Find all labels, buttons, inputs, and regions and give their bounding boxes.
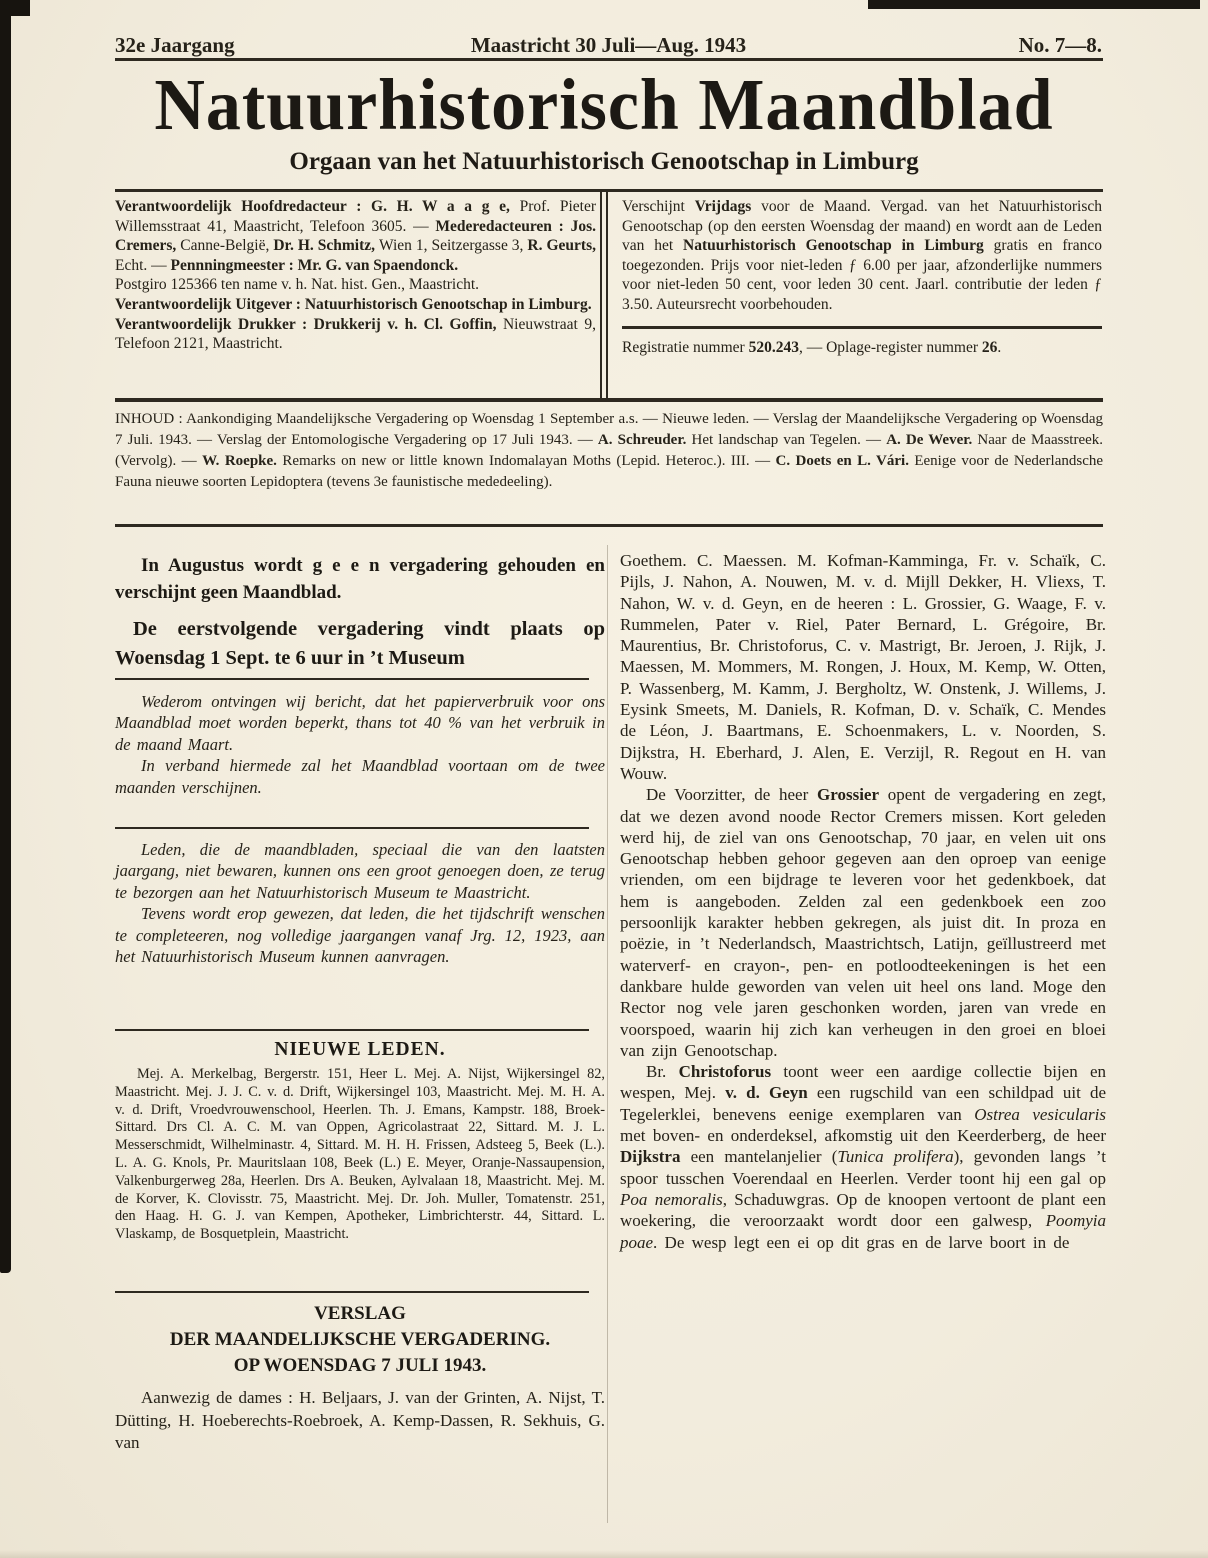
column-divider [607,545,608,1523]
left-rule-4 [115,1291,589,1293]
chairman-opening-paragraph: De Voorzitter, de heer Grossier opent de vergadering en zegt, dat we dezen avond noode Rector Cremers missen. Kort geleden werd hij, de ziel van ons Genootschap, 70 jaar, en velen uit ons Genootschap hebben gehoor gegeven aan den oproep van eenige vrienden, om een bijdrage te leveren voor het gedenkboek, dat hem is aangeboden. Zelden zal een gedenkboek een zoo persoonlijk karakter hebben gekregen, als juist dit. In proza en poëzie, in ’t Nederlandsch, Maastrichtsch, Latijn, geïllustreerd met waterverf- en crayon-, pen- en potloodteekeningen is het een dankbare hulde geworden van velen uit heel ons land. Moge den Rector nog vele jaren geschonken worden, jaren van vrede en voorspoed, waarin hij zich kan verheugen in den groei en bloei van zijn Genootschap. [620,785,1106,1060]
masthead-subscription-block [622,197,1102,357]
return-request-notice: Leden, die de maandbladen, speciaal die van den laatsten jaargang, niet bewaren, kunnen ons een groot genoegen doen, ze terug te bezorgen aan het Natuurhistorisch Museum te Maastricht. Tevens wordt erop gewezen, dat leden, die het tijdschrift wenschen te completeeren, nog volledige jaargangen vanaf Jrg. 12, 1923, aan het Natuurhistorisch Museum kunnen aanvragen. [115,840,605,967]
scan-artifact-left-edge [0,8,11,1273]
right-column [620,550,1106,1253]
masthead-divider [600,191,608,401]
table-of-contents: INHOUD : Aankondiging Maandelijksche Vergadering op Woensdag 1 September a.s. — Nieuwe leden. — Verslag der Maandelijksche Vergadering op Woensdag 7 Juli. 1943. — Verslag der Entomologische Vergadering op 17 Juli 1943. — A. Schreuder. Het landschap van Tegelen. — A. De Wever. Naar de Maasstreek. (Vervolg). — W. Roepke. Remarks on new or little known Indomalayan Moths (Lepid. Heteroc.). III. — C. Doets en L. Vári. Eenige voor de Nederlandsche Fauna nieuwe soorten Lepidoptera (tevens 3e faunistische mededeeling). [115,411,1104,490]
left-rule-2 [115,827,589,829]
scan-artifact-bottom-shadow [0,1550,1208,1558]
registration-rule [622,326,1102,329]
scan-artifact-top-right-bar [868,0,1200,9]
masthead-bottom-rule [115,398,1103,402]
page-subtitle: Orgaan van het Natuurhistorisch Genootschap in Limburg [289,148,919,175]
announcement-august: In Augustus wordt g e e n vergadering gehouden en verschijnt geen Maandblad. [115,555,605,603]
attendee-list-continuation: Goethem. C. Maessen. M. Kofman-Kamminga, Fr. v. Schaïk, C. Pijls, J. Nahon, A. Nouwen, M. v. d. Mijll Dekker, H. Vliexs, T. Nahon, W. v. d. Geyn, en de heeren : L. Grossier, G. Waage, F. v. Rummelen, Pater v. Riel, Pater Bernard, L. Grégoire, Br. Maurentius, Br. Christoforus, C. v. Mastrigt, Br. Jeroen, J. Rijk, J. Maessen, M. Mommers, M. Rongen, J. Houx, M. Kemp, W. Otten, P. Wassenberg, M. Kamm, J. Bergholtz, W. Onstenk, J. Willems, J. Eysink Smeets, M. Daniels, R. Kofman, D. v. Schaïk, C. Mendes de Léon, J. Baartmans, E. Schoenmakers, L. v. Noorden, S. Dijkstra, H. Eberhard, J. Alen, E. Verzijl, R. Regout en H. van Wouw. [620,551,1106,783]
nieuwe-leden-body: Mej. A. Merkelbag, Bergerstr. 151, Heer L. Mej. A. Nijst, Wijkersingel 82, Maastricht. Mej. J. J. C. v. d. Drift, Wijkersingel 103, Maastricht. Mej. M. H. A. v. d. Drift, Vroedvrouwenschool, Heerlen. Th. J. Emans, Kampstr. 188, Broek-Sittard. Drs Cl. A. C. M. van Oppen, Agricolastraat 22, Sittard. M. J. L. Messerschmidt, Wilhelminastr. 4, Sittard. M. H. H. Frissen, Adsteeg 5, Beek (L.). L. A. G. Knols, Pr. Mauritslaan 108, Beek (L.) E. Meyer, Oranje-Nassaupension, Valkenburgerweg 28a, Heerlen. Drs A. Beuken, Aylvalaan 18, Maastricht. Mej. M. de Korver, K. Clovisstr. 75, Maastricht. Mej. Dr. Joh. Muller, Tomatenstr. 251, den Haag. H. G. J. van Kempen, Apotheker, Limbrichterstr. 44, Sittard. L. Vlaskamp, de Bosquetplein, Maastricht. [115,1066,605,1243]
masthead-top-rule [115,189,1103,192]
issue-date-label: Maastricht 30 Juli—Aug. 1943 [470,33,747,57]
scan-artifact-top-left-corner [0,0,30,16]
paper-restriction-notice: Wederom ontvingen wij bericht, dat het papierverbruik voor ons Maandblad moet worden beperkt, thans tot 40 % van het verbruik in de maand Maart. In verband hiermede zal het Maandblad voortaan om de twee maanden verschijnen. [115,692,605,797]
left-rule-1 [115,678,589,680]
announcement-next-meeting: De eerstvolgende vergadering vindt plaats op Woensdag 1 Sept. te 6 uur in ’t Museum [115,618,605,669]
nieuwe-leden-heading: NIEUWE LEDEN. [274,1039,446,1060]
page-title: Natuurhistorisch Maandblad [154,65,1054,146]
subscription-paragraph: Verschijnt Vrijdags voor de Maand. Vergad. van het Natuurhistorisch Genootschap (op den eersten Woensdag der maand) en wordt aan de Leden van het Natuurhistorisch Genootschap in Limburg gratis en franco toegezonden. Prijs voor niet-leden ƒ 6.00 per jaar, afzonderlijke nummers voor niet-leden 50 cent, voor leden 30 cent. Jaarl. contributie der leden ƒ 3.50. Auteursrecht voorbehouden. [622,198,1102,313]
masthead-editorial-block: Verantwoordelijk Hoofdredacteur : G. H. W a a g e, Prof. Pieter Willemsstraat 41, Maastricht, Telefoon 3605. — Mederedacteuren : Jos. Cremers, Canne-België, Dr. H. Schmitz, Wien 1, Seitzergasse 3, R. Geurts, Echt. — Pennningmeester : Mr. G. van Spaendonck. Postgiro 125366 ten name v. h. Nat. hist. Gen., Maastricht. Verantwoordelijk Uitgever : Natuurhistorisch Genootschap in Limburg. Verantwoordelijk Drukker : Drukkerij v. h. Cl. Goffin, Nieuwstraat 9, Telefoon 2121, Maastricht. [115,198,596,353]
exhibits-paragraph: Br. Christoforus toont weer een aardige collectie bijen en wespen, Mej. v. d. Geyn een rugschild van een schildpad uit de Tegelerklei, benevens eenige exemplaren van Ostrea vesicularis met boven- en onderdeksel, afkomstig uit den Keerderberg, de heer Dijkstra een mantelanjelier (Tunica prolifera), gevonden langs ’t spoor tusschen Voerendaal en Heerlen. Verder toont hij een gal op Poa nemoralis, Schaduwgras. Op de knoopen vertoont de plant een woekering, die veroorzaakt wordt door een galwesp, Poomyia poae. De wesp legt een ei op dit gras en de larve boort in de [620,1062,1107,1252]
verslag-heading-line-2: DER MAANDELIJKSCHE VERGADERING. [169,1329,551,1350]
left-rule-3 [115,1029,589,1031]
verslag-heading-line-3: OP WOENSDAG 7 JULI 1943. [233,1355,487,1376]
verslag-heading [115,1301,605,1379]
volume-label: 32e Jaargang [115,33,235,57]
attendance-paragraph: Aanwezig de dames : H. Beljaars, J. van der Grinten, A. Nijst, T. Dütting, H. Hoeberechts-Roebroek, A. Kemp-Dassen, R. Sekhuis, G. van [115,1388,605,1452]
header-rule [115,58,1103,61]
verslag-heading-line-1: VERSLAG [314,1303,406,1324]
registration-line: Registratie nummer 520.243, — Oplage-register nummer 26. [622,338,1002,356]
contents-rule [115,524,1103,527]
issue-number-label: No. 7—8. [1018,33,1102,57]
